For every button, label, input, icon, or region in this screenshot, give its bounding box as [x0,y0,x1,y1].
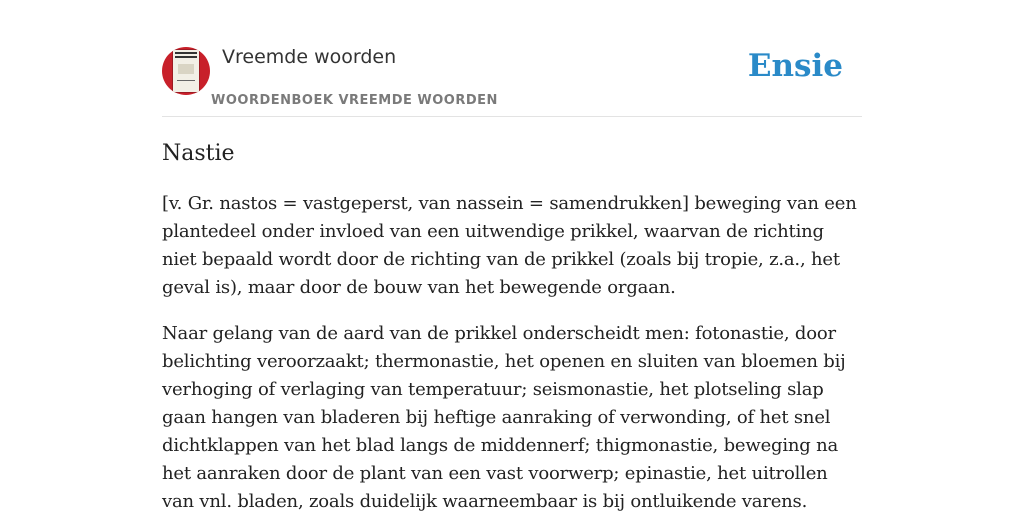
article-paragraph-2: Naar gelang van de aard van de prikkel onderscheidt men: fotonastie, door belichting veroorzaakt; thermonastie, het openen en sluiten van bloemen bij verhoging of verlaging van temperatuur; seismonastie, het plotseling slap gaan hangen van bladeren bij heftige aanraking of verwonding, of het snel dichtklappen van het blad langs de middennerf; thigmonastie, beweging na het aanraken door de plant van een vast voorwerp; epinastie, het uitrollen van vnl. bladen, zoals duidelijk waarneembaar is bij ontluikende varens. [162,323,846,512]
article-term: Nastie [162,141,235,166]
book-title-link[interactable]: Vreemde woorden [222,46,397,68]
book-cover-icon[interactable] [162,47,210,95]
book-cover-image [172,49,200,93]
header [162,44,862,117]
article-paragraph-1: [v. Gr. nastos = vastgeperst, van nassein = samendrukken] beweging van een plantedeel onder invloed van een uitwendige prikkel, waarvan de richting niet bepaald wordt door de richting van de prikkel (zoals bij tropie, z.a., het geval is), maar door de bouw van het bewegende orgaan. [162,193,857,298]
article [162,138,862,512]
brand-logo-link[interactable]: Ensie [747,48,843,84]
book-subtitle: WOORDENBOEK VREEMDE WOORDEN [211,93,498,108]
